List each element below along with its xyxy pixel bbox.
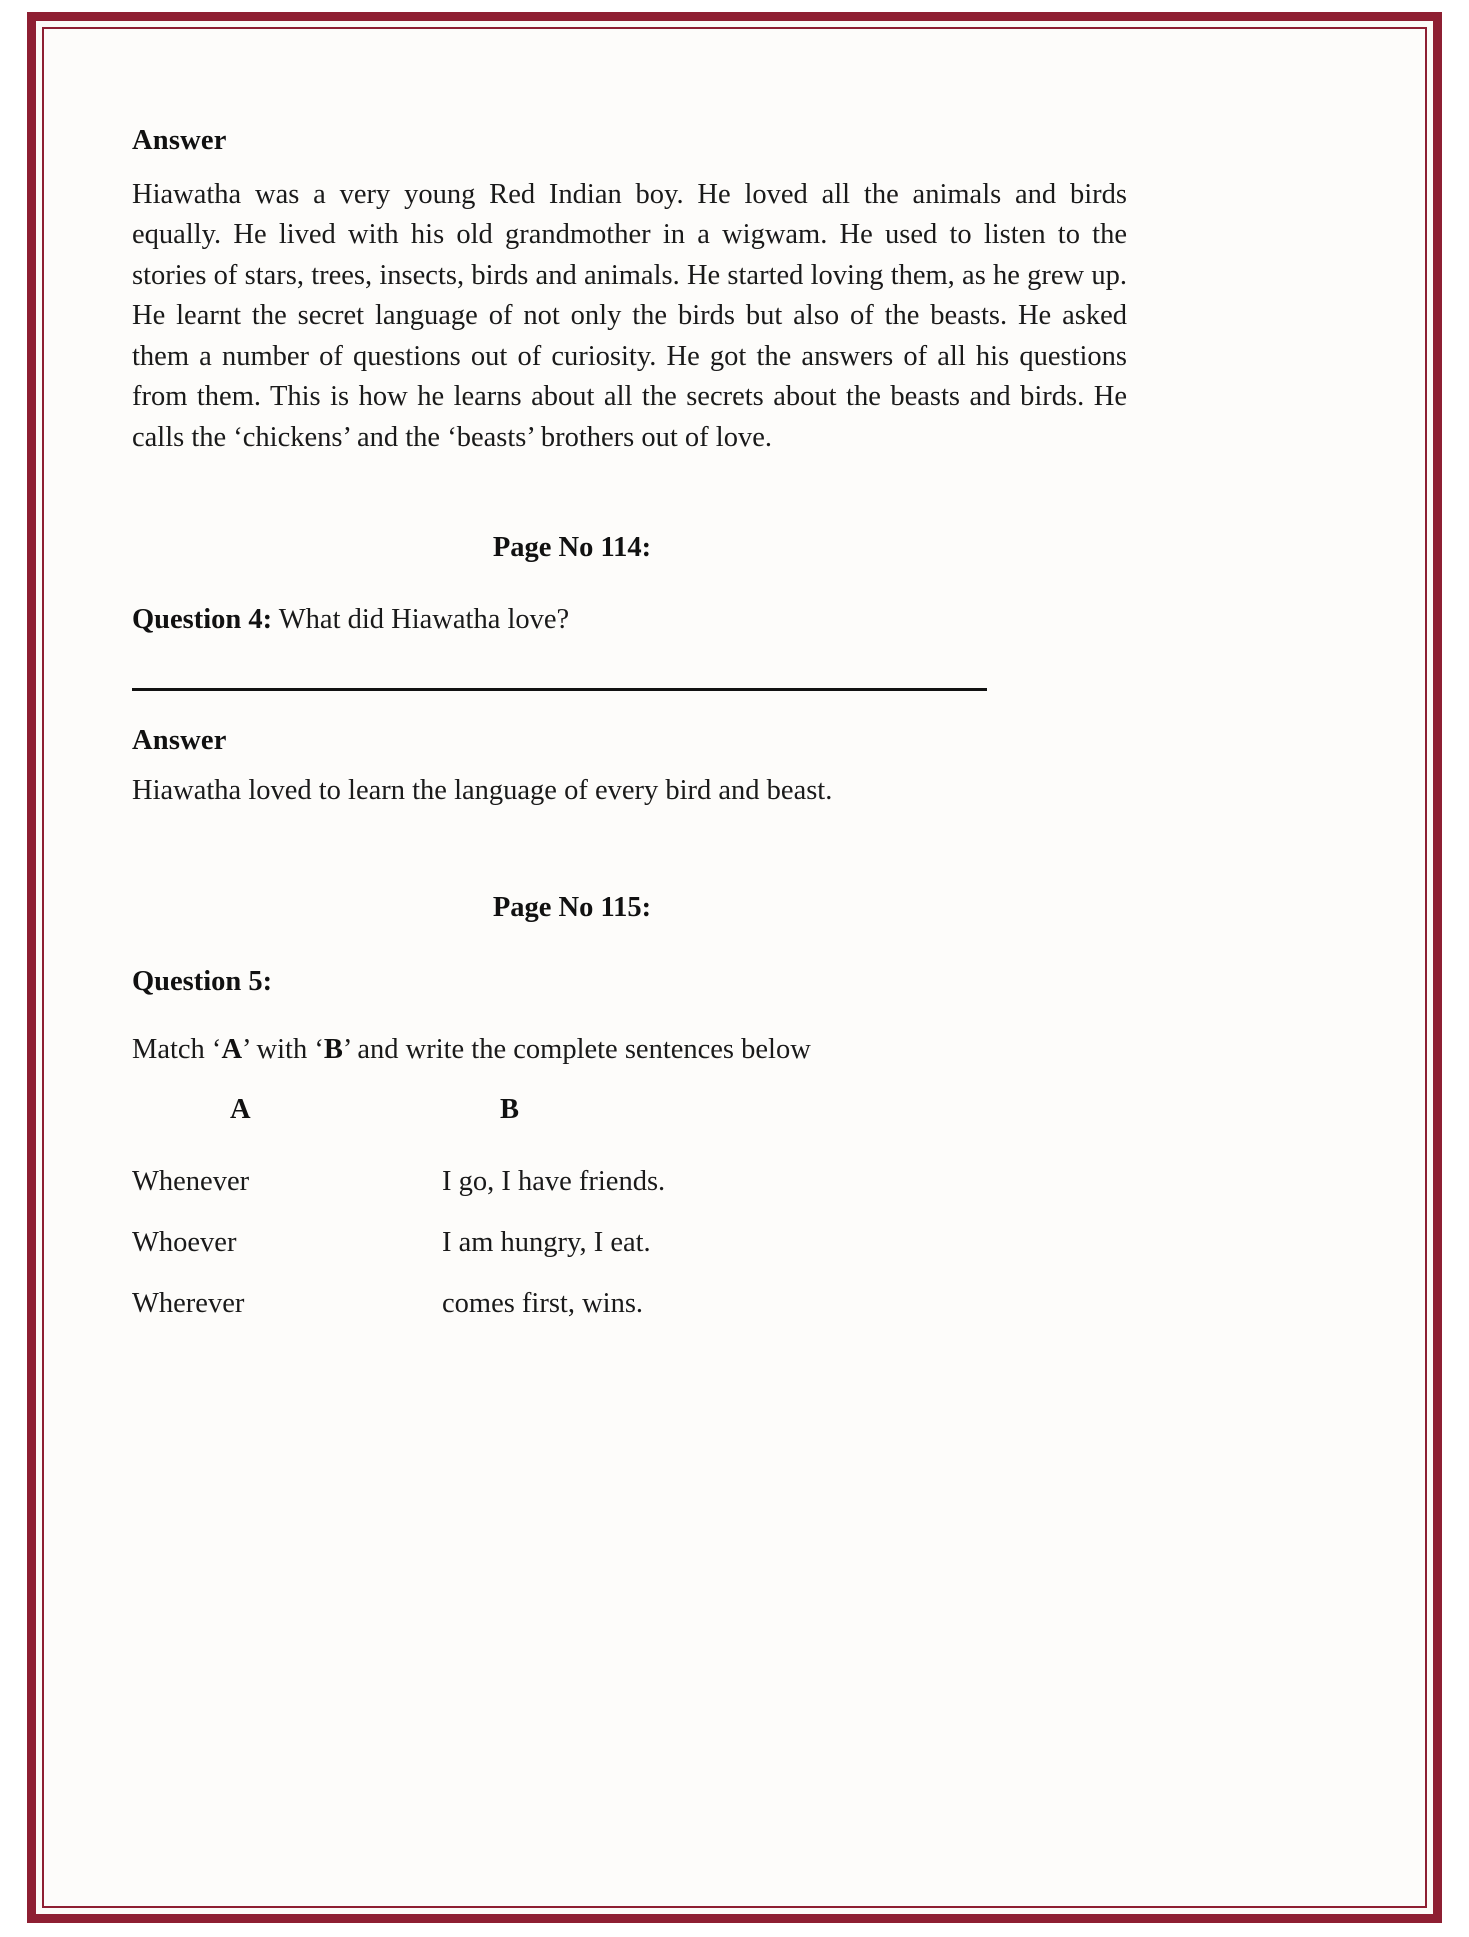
answer-heading-2: Answer [132, 725, 227, 757]
match-item-a: Whenever [132, 1165, 250, 1197]
spacer [132, 636, 1355, 688]
match-item-a: Wherever [132, 1287, 245, 1319]
table-row [132, 1166, 665, 1227]
instruction-text-post: ’ and write the complete sentences below [342, 1033, 811, 1065]
instruction-text-mid: ’ with ‘ [242, 1033, 324, 1065]
page-border-inner [42, 27, 1427, 1908]
instruction-text-pre: Match ‘ [132, 1033, 222, 1065]
page-border-frame [27, 12, 1442, 1923]
match-item-b: I go, I have friends. [442, 1165, 666, 1197]
question-4-line [132, 604, 1355, 636]
page-no-115-heading: Page No 115: [492, 891, 652, 923]
spacer [132, 1066, 1355, 1094]
question-4-label: Question 4: [132, 604, 273, 636]
answer-paragraph-1: Hiawatha was a very young Red Indian boy. He loved all the animals and birds equally. He lived with his old grandmother in a wigwam. He used to listen to the stories of stars, trees, insects, birds and animals. He started loving them, as he grew up. He learnt the secret language of not only the birds but also of the beasts. He asked them a number of questions out of curiosity. He got the answers of all his questions from them. This is how he learns about all the secrets about the beasts and birds. He calls the ‘chickens’ and the ‘beasts’ brothers out of love. [132, 179, 1127, 453]
answer-heading-1: Answer [132, 125, 227, 156]
match-item-b: I am hungry, I eat. [442, 1226, 651, 1258]
spacer [132, 691, 1355, 725]
answer-paragraph-2: Hiawatha loved to learn the language of every bird and beast. [132, 775, 833, 807]
spacer [132, 458, 1355, 532]
spacer [132, 564, 1355, 604]
question-5-label: Question 5: [132, 965, 273, 997]
spacer [132, 998, 1355, 1034]
document-content [132, 125, 1355, 1866]
table-row [132, 1288, 665, 1349]
instruction-column-b-ref: B [323, 1033, 343, 1065]
page-no-114-heading: Page No 114: [492, 532, 652, 564]
column-header-b: B [500, 1093, 520, 1125]
match-item-b: comes first, wins. [442, 1287, 644, 1319]
instruction-column-a-ref: A [221, 1033, 243, 1065]
spacer [132, 924, 1355, 966]
question-5-line [132, 966, 1355, 998]
table-header-row [132, 1094, 665, 1166]
column-header-a: A [230, 1093, 251, 1125]
spacer [132, 812, 1355, 892]
match-columns-table [132, 1094, 665, 1349]
question-5-instruction [132, 1034, 1355, 1066]
match-item-a: Whoever [132, 1226, 237, 1258]
question-4-text: What did Hiawatha love? [278, 604, 570, 636]
table-row [132, 1227, 665, 1288]
